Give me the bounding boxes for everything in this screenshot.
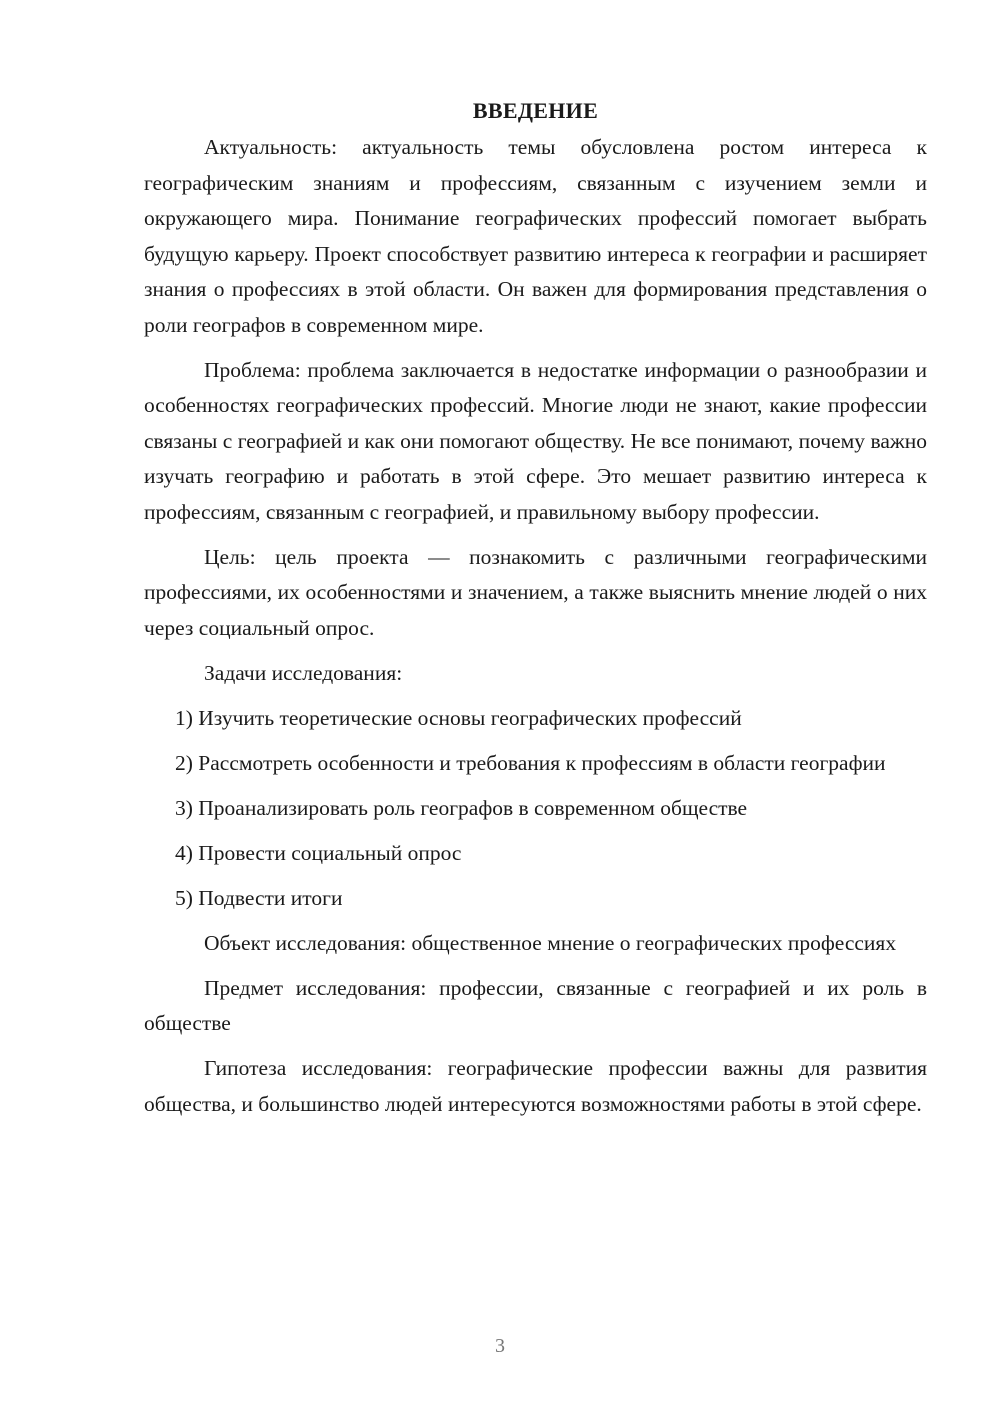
task-item-5: 5) Подвести итоги — [175, 885, 343, 910]
page-title: ВВЕДЕНИЕ — [472, 98, 599, 123]
object-paragraph: Объект исследования: общественное мнение о географических профессиях — [204, 930, 897, 955]
task-item-3: 3) Проанализировать роль географов в современном обществе — [175, 795, 748, 820]
task-item-2: 2) Рассмотреть особенности и требования к профессиям в области географии — [175, 750, 886, 775]
document-page — [144, 96, 927, 1386]
hypothesis-paragraph: Гипотеза исследования: географические профессии важны для развития общества, и большинство людей интересуются возможностями работы в этой сфере. — [144, 1056, 927, 1116]
page-number: 3 — [495, 1335, 505, 1357]
task-item-4: 4) Провести социальный опрос — [175, 840, 462, 865]
problem-paragraph: Проблема: проблема заключается в недостатке информации о разнообразии и особенностях географических профессий. Многие люди не знают, какие профессии связаны с географией и как они помогают обществу. Не все понимают, почему важно изучать географию и работать в этой сфере. Это мешает развитию интереса к профессиям, связанным с географией, и правильному выбору профессии. — [144, 357, 927, 524]
goal-paragraph: Цель: цель проекта — познакомить с различными географическими профессиями, их особенностями и значением, а также выяснить мнение людей о них через социальный опрос. — [144, 544, 927, 640]
subject-paragraph: Предмет исследования: профессии, связанные с географией и их роль в обществе — [144, 975, 927, 1035]
tasks-heading: Задачи исследования: — [204, 660, 403, 685]
relevance-paragraph: Актуальность: актуальность темы обусловлена ростом интереса к географическим знаниям и профессиям, связанным с изучением земли и окружающего мира. Понимание географических профессий помогает выбрать будущую карьеру. Проект способствует развитию интереса к географии и расширяет знания о профессиях в этой области. Он важен для формирования представления о роли географов в современном мире. — [144, 135, 927, 337]
task-item-1: 1) Изучить теоретические основы географических профессий — [175, 705, 742, 730]
